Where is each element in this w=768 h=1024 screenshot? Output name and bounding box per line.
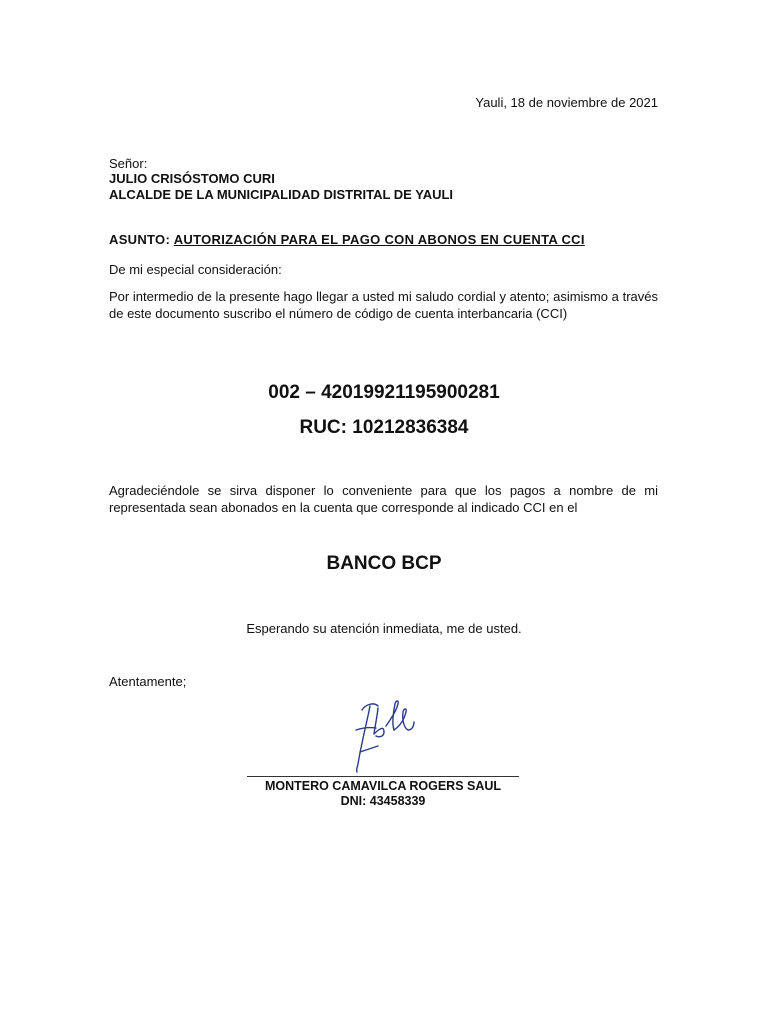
salutation: Señor:: [109, 156, 148, 171]
bank-name: BANCO BCP: [326, 553, 442, 574]
signatory-name: MONTERO CAMAVILCA ROGERS SAUL: [264, 779, 502, 793]
closing-line: Esperando su atención inmediata, me de usted.: [246, 621, 522, 636]
paragraph-intro: Por intermedio de la presente hago llegar a usted mi saludo cordial y atento; asimismo a través de este documento suscribo el número de código de cuenta interbancaria (CCI): [109, 289, 658, 321]
signatory-id: DNI: 43458339: [340, 794, 426, 808]
signature-line: [247, 776, 519, 777]
place-date: Yauli, 18 de noviembre de 2021: [475, 95, 658, 110]
paragraph-request: Agradeciéndole se sirva disponer lo conveniente para que los pagos a nombre de mi representada sean abonados en la cuenta que corresponde al indicado CCI en el: [109, 483, 658, 515]
recipient-name: JULIO CRISÓSTOMO CURI: [109, 171, 275, 186]
signature-icon: [348, 690, 418, 774]
subject-label: ASUNTO:: [109, 232, 171, 247]
recipient-title: ALCALDE DE LA MUNICIPALIDAD DISTRITAL DE YAULI: [109, 187, 454, 202]
sign-off: Atentamente;: [109, 674, 187, 689]
greeting: De mi especial consideración:: [109, 262, 282, 277]
cci-number: 002 – 42019921195900281: [268, 382, 500, 403]
subject-line: [109, 232, 658, 248]
ruc-number: RUC: 10212836384: [299, 417, 469, 438]
subject-text: AUTORIZACIÓN PARA EL PAGO CON ABONOS EN CUENTA CCI: [173, 232, 585, 247]
